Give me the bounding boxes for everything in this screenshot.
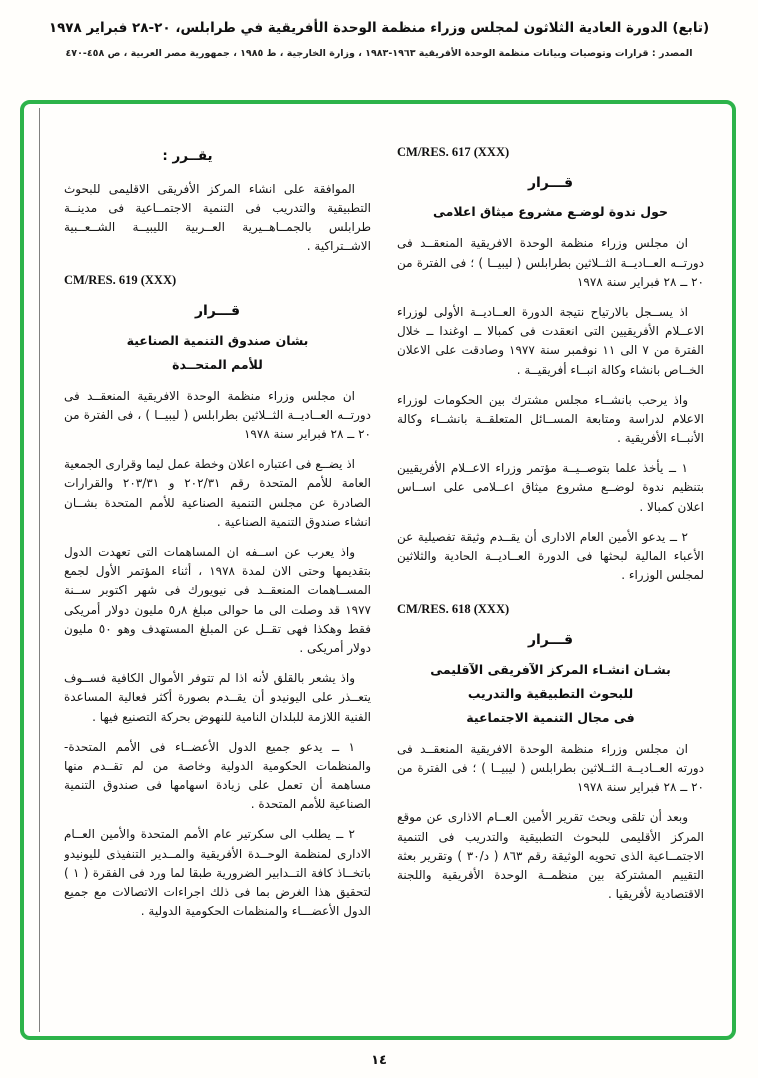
right-column (397, 140, 704, 1020)
resolution-heading-618: قـــرار (527, 632, 574, 649)
resolution-heading-619: قـــرار (194, 303, 241, 320)
content-columns (24, 104, 732, 1036)
decides-heading: يقــرر : (162, 148, 213, 164)
resolution-ref-618: CM/RES. 618 (XXX) (397, 602, 510, 617)
resolution-subtitle-618 (397, 660, 704, 728)
resolution-ref-619: CM/RES. 619 (XXX) (64, 273, 177, 288)
subtitle-line: فى مجال التنمية الاجتماعية (466, 709, 635, 725)
resolution-subtitle-619 (64, 331, 371, 375)
subtitle-line: للبحوث التطبيقية والتدريب (467, 685, 634, 701)
subtitle-line: للأمم المتحــدة (172, 356, 263, 372)
decides-paragraph: الموافقة على انشاء المركز الأفريقى الاقليمى للبحوث التطبيقية والتدريب فى التنمية الاجتمــاعية فى مدينــة طرابلس بالجمــاهــيرية العــربية الليبيــة الشــعــبية الاشــتراكية . (64, 181, 371, 254)
paragraph-619-1: ان مجلس وزراء منظمة الوحدة الافريقية المنعقــد فى دورتــه العــاديــة الثــلاثين بطرابلس ( ليبيــا ) ، فى الفترة من ٢٠ ــ ٢٨ فبراير سنة ١٩٧٨ (64, 388, 371, 442)
green-frame (20, 100, 736, 1040)
subtitle-line: بشـان انشـاء المركز الآفريقى الآقليمى (430, 661, 671, 677)
source-line: المصدر : قرارات وتوصيات وبيانات منظمة الوحدة الأفريقية ١٩٦٣-١٩٨٣ ، وزارة الخارجية ، ط ١٩٨٥ ، جمهورية مصر العربية ، ص ٤٥٨-٤٧٠ (65, 48, 693, 59)
page-number: ١٤ (371, 1053, 387, 1068)
document-header (0, 0, 758, 59)
subtitle-line: بشان صندوق التنمية الصناعية (126, 332, 309, 348)
left-column (64, 140, 371, 1020)
paragraph-617-2: اذ يســجل بالارتياح نتيجة الدورة العــاديــة الأولى لوزراء الاعــلام الأفريقيين التى انعقدت فى كمبالا ــ اوغندا ــ خلال الفترة من ٧ الى ١١ نوفمبر سنة ١٩٧٧ وصادقت على الاعلان الخــاص بانشاء وكالة انبــاء أفريقيــة . (397, 304, 704, 377)
paragraph-619-3: واذ يعرب عن اســفه ان المساهمات التى تعهدت الدول بتقديمها وحتى الان لمدة ١٩٧٨ ، أثناء المؤتمر الأول لجمع المســاهمات المنعقــد فى نيويورك فى شهر اكتوبر ســنة ١٩٧٧ قد وصلت الى ما حوالى مبلغ ٨ر٥ مليون دولار أمريكى فقط وهكذا فهى تقــل عن المبلغ المستهدف وهو ٥٠ مليون دولار أمريكى . (64, 545, 371, 655)
document-title: (تابع) الدورة العادية الثلاثون لمجلس وزراء منظمة الوحدة الأفريقية في طرابلس، ٢٠-٢٨ فبراير ١٩٧٨ (48, 20, 710, 36)
resolution-ref-617: CM/RES. 617 (XXX) (397, 145, 510, 159)
paragraph-619-5: ١ ــ يدعو جميع الدول الأعضــاء فى الأمم المتحدة- والمنظمات الحكومية الدولية وخاصة من لم تقــدم منها مساهمة أن تعمل على زيادة اسهامها فى صندوق التنمية الصناعية للأمم المتحدة . (64, 739, 371, 812)
paragraph-619-2: اذ يضــع فى اعتباره اعلان وخطة عمل ليما وقرارى الجمعية العامة للأمم المتحدة رقم ٢٠٢/٣١ و ٢٠٣/٣١ والقرارات الصادرة عن مجلس التنمية الصناعية للأمم المتحدة بشــان انشاء صندوق التنمية الصناعية . (64, 457, 371, 529)
paragraph-617-1: ان مجلس وزراء منظمة الوحدة الافريقية المنعقــد فى دورتــه العــاديــة الثــلاثين بطرابلس ( ليبيــا ) ؛ فى الفترة من ٢٠ ــ ٢٨ فبراير سنة ١٩٧٨ (397, 236, 704, 289)
paragraph-618-2: وبعد أن تلقى وبحث تقرير الأمين العــام الاذارى عن موقع المركز الأقليمى للبحوث التطبيقية والتدريب فى التنمية الاجتمــاعية الذى تحويه الوثيقة رقم ٨٦٣ ( د/٣٠ ) وتقرير بعثة التقييم المشتركة بين منظمــة الوحدة الأفريقية واللجنة الاقتصادية لأفريقيا . (397, 810, 704, 902)
resolution-subtitle-617: حول ندوة لوضـع مشروع ميثاق اعلامى (433, 204, 668, 220)
paragraph-617-3: واذ يرحب بانشــاء مجلس مشترك بين الحكومات لوزراء الاعلام لدراسة ومتابعة المســائل المتعلقــة بانشــاء وكالة الأنبــاء الأفريقية . (397, 392, 704, 446)
paragraph-617-5: ٢ ــ يدعو الأمين العام الادارى أن يقــدم وثيقة تفصيلية عن الأعباء المالية لبحثها فى الدورة العــاديــة الحادية والثلاثين لمجلس الوزراء . (397, 529, 704, 583)
paragraph-619-4: واذ يشعر بالقلق لأنه اذا لم تتوفر الأموال الكافية فســوف يتعــذر على اليونيدو أن يقــدم بصورة أكثر فعالية المساعدة الفنية اللازمة للبلدان النامية للنهوض بحركة التصنيع فيها . (64, 671, 371, 724)
paragraph-617-4: ١ ــ يأخذ علما بتوصــيــة مؤتمر وزراء الاعــلام الأفريقيين بتنظيم ندوة لوضــع مشروع ميثاق اعــلامى على اســاس اعلان كمبالا . (397, 461, 704, 514)
resolution-heading-617: قـــرار (527, 175, 574, 191)
paragraph-618-1: ان مجلس وزراء منظمة الوحدة الافريقية المنعقــد فى دورته العــاديــة الثــلاثين بطرابلس ( ليبيــا ) ؛ فى الفترة من ٢٠ ــ ٢٨ فبراير سنة ١٩٧٨ (397, 741, 704, 795)
paragraph-619-6: ٢ ــ يطلب الى سكرتير عام الأمم المتحدة والأمين العــام الادارى لمنظمة الوحــدة الأفريقية والمــدير التنفيذى لليونيدو باتخــاذ كافة التــدابير الضرورية طبقا لما ورد فى الفقرة ( ١ ) لتحقيق هذا الغرض بما فى ذلك اجراءات الاتصالات مع جميع الدول الأعضـــاء والمنظمات الحكومية الدولية . (64, 827, 371, 919)
